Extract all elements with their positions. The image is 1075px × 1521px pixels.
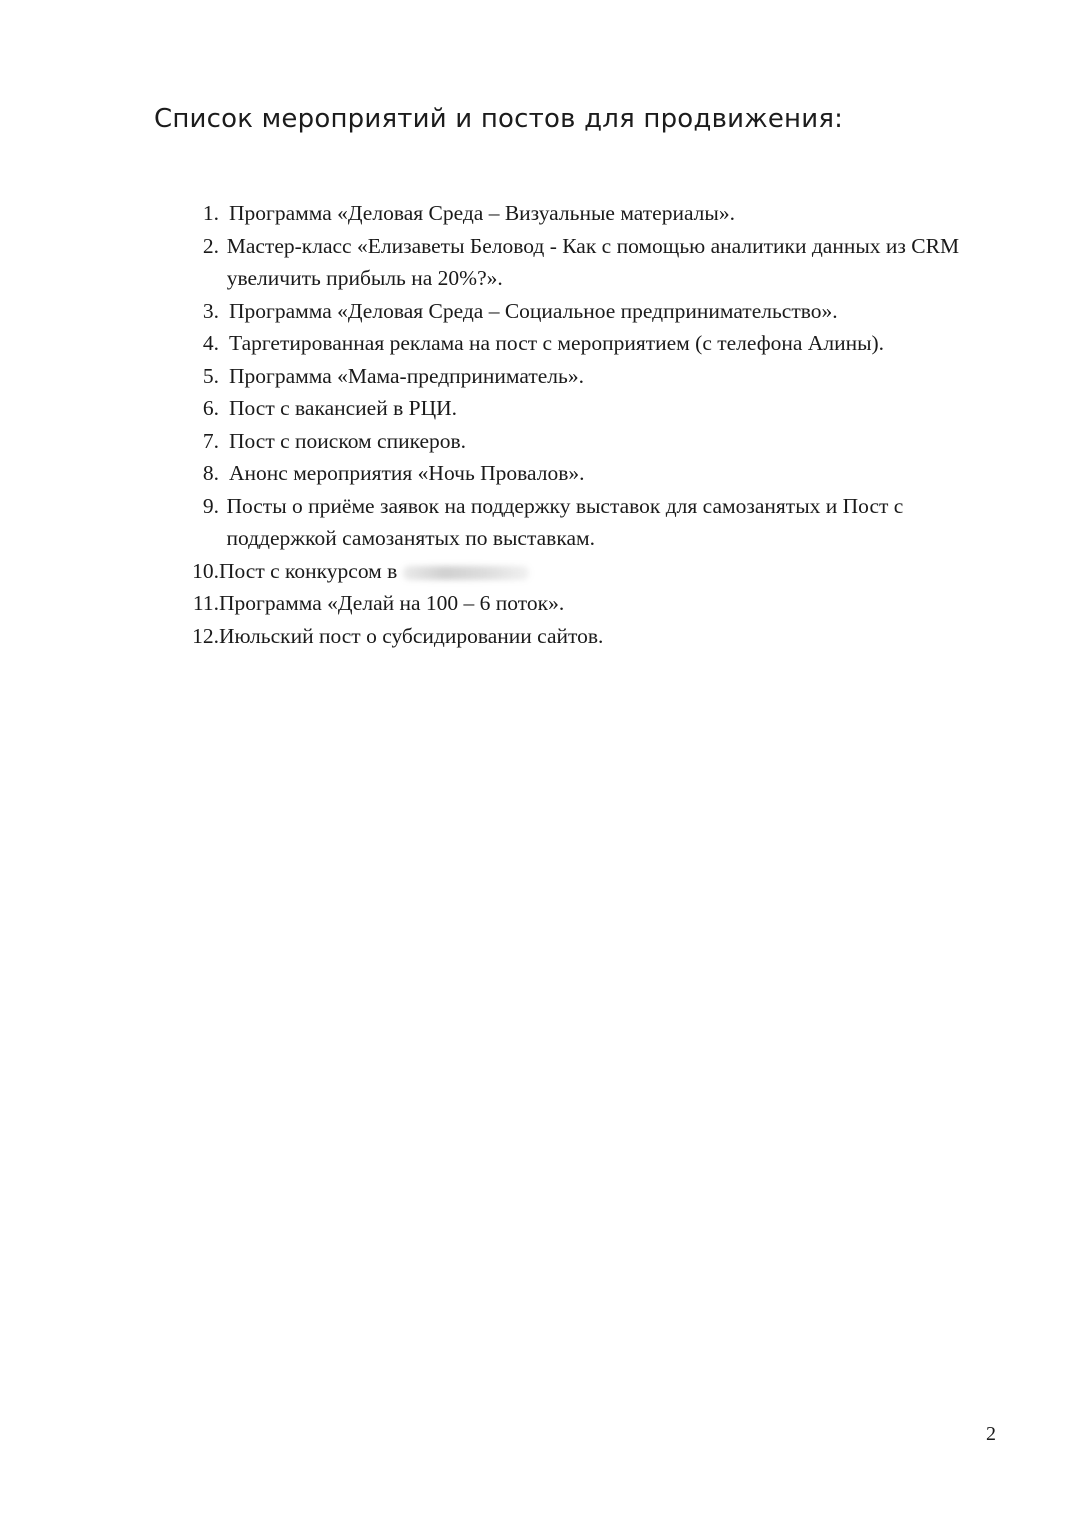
- list-item: [180, 230, 1010, 295]
- list-item-number: 10.: [192, 558, 219, 583]
- list-item-text: Мастер-класс «Елизаветы Беловод - Как с помощью аналитики данных из CRM увеличить прибыль на 20%?».: [226, 233, 960, 290]
- list-item: [180, 620, 1010, 653]
- list-item: [180, 425, 1010, 458]
- list-item-number: 9.: [202, 493, 219, 518]
- list-item: [180, 197, 1010, 230]
- list-item: [180, 457, 1010, 490]
- list-item-text: Пост с вакансией в РЦИ.: [229, 396, 458, 420]
- document-title: Список мероприятий и постов для продвижения:: [154, 104, 844, 134]
- list-item-number: 5.: [202, 363, 219, 388]
- list-item: [180, 360, 1010, 393]
- list-item: [180, 392, 1010, 425]
- list-item-text: Пост с поиском спикеров.: [229, 428, 467, 453]
- list-item-number: 8.: [202, 461, 219, 485]
- list-item: [180, 327, 1010, 360]
- list-item-text: Программа «Делай на 100 – 6 поток».: [219, 591, 565, 615]
- list-item-number: 1.: [202, 201, 219, 225]
- redacted-text-blur: [403, 566, 529, 580]
- list-item-text: Таргетированная реклама на пост с мероприятием (с телефона Алины).: [229, 331, 885, 355]
- list-item-text: Посты о приёме заявок на поддержку выставок для самозанятых и Пост с поддержкой самозанятых по выставкам.: [226, 493, 904, 550]
- list-item-number: 12.: [192, 623, 219, 648]
- list-item-text: Июльский пост о субсидировании сайтов.: [219, 623, 604, 648]
- list-item-text-visible: Пост с конкурсом в: [219, 558, 398, 583]
- list-item-number: 4.: [202, 331, 219, 355]
- list-item: [180, 295, 1010, 328]
- list-item-number: 3.: [202, 298, 219, 323]
- list-item: [180, 490, 1010, 555]
- list-item-text: [219, 555, 1010, 588]
- page-number: 2: [986, 1423, 996, 1445]
- list-item-text: Анонс мероприятия «Ночь Провалов».: [229, 461, 585, 485]
- list-item-text: Программа «Мама-предприниматель».: [229, 363, 584, 388]
- list-item-number: 11.: [192, 591, 219, 615]
- list-item-number: 7.: [202, 428, 219, 453]
- list-item: [180, 587, 1010, 620]
- list-item: [180, 555, 1010, 588]
- promotion-list: [180, 197, 1010, 652]
- list-item-text: Программа «Деловая Среда – Социальное предпринимательство».: [229, 298, 838, 323]
- list-item-text: Программа «Деловая Среда – Визуальные материалы».: [229, 201, 735, 225]
- list-item-number: 2.: [202, 233, 219, 258]
- list-item-number: 6.: [202, 396, 219, 420]
